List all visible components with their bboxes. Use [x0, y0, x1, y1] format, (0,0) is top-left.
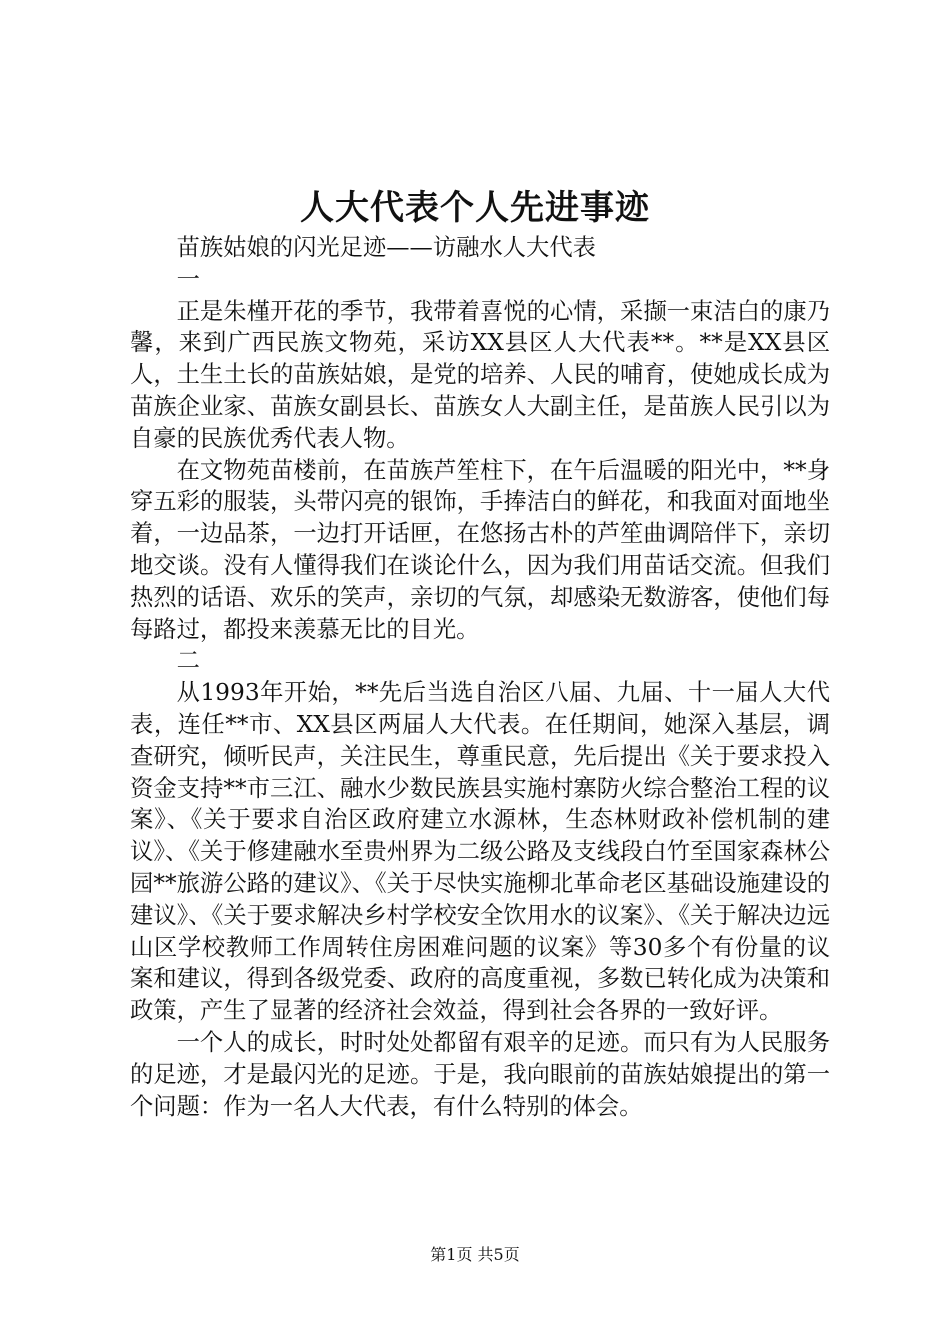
document-title: 人大代表个人先进事迹 — [300, 188, 650, 228]
paragraph-4: 一个人的成长，时时处处都留有艰辛的足迹。而只有为人民服务的足迹，才是最闪光的足迹。于是，我向眼前的苗族姑娘提出的第一个问题：作为一名人大代表，有什么特别的体会。 — [130, 1028, 830, 1120]
document-subtitle: 苗族姑娘的闪光足迹——访融水人大代表 — [176, 234, 596, 261]
section-marker-two: 二 — [176, 647, 200, 675]
page-footer: 第1页 共5页 — [430, 1245, 520, 1264]
paragraph-3: 从1993年开始，**先后当选自治区八届、九届、十一届人大代表，连任**市、XX县区两届人大代表。在任期间，她深入基层，调查研究，倾听民声，关注民生，尊重民意，先后提出《关于要求投入资金支持**市三江、融水少数民族县实施村寨防火综合整治工程的议案》、《关于要求自治区政府建立水源林，生态林财政补偿机制的建议》、《关于修建融水至贵州界为二级公路及支线段白竹至国家森林公园**旅游公路的建议》、《关于尽快实施柳北革命老区基础设施建设的建议》、《关于要求解决乡村学校安全饮用水的议案》、《关于解决边远山区学校教师工作周转住房困难问题的议案》等30多个有份量的议案和建议，得到各级党委、政府的高度重视，多数已转化成为决策和政策，产生了显著的经济社会效益，得到社会各界的一致好评。 — [130, 679, 830, 1025]
document-body — [130, 232, 830, 1122]
section-marker-one: 一 — [176, 265, 200, 293]
paragraph-1: 正是朱槿开花的季节，我带着喜悦的心情，采撷一束洁白的康乃馨，来到广西民族文物苑，采访XX县区人大代表**。**是XX县区人，土生土长的苗族姑娘，是党的培养、人民的哺育，使她成长成为苗族企业家、苗族女副县长、苗族女人大副主任，是苗族人民引以为自豪的民族优秀代表人物。 — [130, 297, 830, 452]
paragraph-2: 在文物苑苗楼前，在苗族芦笙柱下，在午后温暖的阳光中，**身穿五彩的服装，头带闪亮的银饰，手捧洁白的鲜花，和我面对面地坐着，一边品茶，一边打开话匣，在悠扬古朴的芦笙曲调陪伴下，亲切地交谈。没有人懂得我们在谈论什么，因为我们用苗话交流。但我们热烈的话语、欢乐的笑声，亲切的气氛，却感染无数游客，使他们每每路过，都投来羡慕无比的目光。 — [130, 456, 830, 643]
